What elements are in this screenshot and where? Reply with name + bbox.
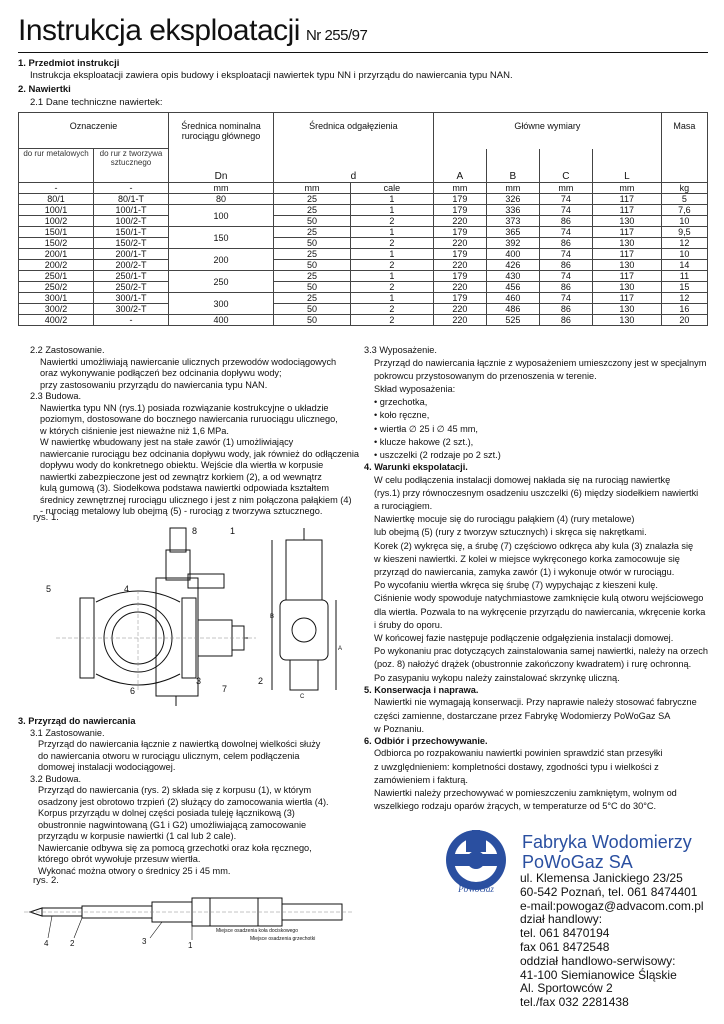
s33-line: • grzechotka, [374,397,428,408]
left-column [30,345,360,518]
address-line: tel. 061 8470194 [520,926,610,941]
address-line: e-mail:powogaz@advacom.com.pl [520,898,704,913]
table-cell: 117 [592,249,661,260]
unit-cell: - [94,183,169,194]
s23-line: nawiercanie rurociągu bez odcinania dopływu wody, jak również do odłączenia [40,448,360,459]
table-cell: 130 [592,238,661,249]
s4-line: i śruby do oporu. [374,619,443,630]
table-cell: 130 [592,260,661,271]
table-cell: 150/2-T [94,238,169,249]
th-masa-blank [661,149,707,183]
table-cell: 7,6 [661,205,707,216]
right-column [364,345,710,814]
table-cell: 86 [539,315,592,326]
address-line: 60-542 Poznań, tel. 061 8474401 [520,884,698,899]
table-cell: 74 [539,205,592,216]
table-cell: 300/1 [19,293,94,304]
table-cell: 426 [486,260,539,271]
table-cell: 1 [351,205,434,216]
table-cell: 2 [351,282,434,293]
unit-cell: mm [433,183,486,194]
table-cell: 12 [661,293,707,304]
table-cell: 220 [433,216,486,227]
table-cell: 74 [539,271,592,282]
fig2-label-2: 2 [70,939,75,948]
unit-cell: mm [169,183,274,194]
fig1-caption: rys. 1. [33,512,59,523]
fig1-label-5: 5 [46,584,52,594]
s3-heading: 3. Przyrząd do nawiercania [18,716,136,726]
table-cell: 80/1-T [94,194,169,205]
table-row [19,238,708,249]
table-cell: 74 [539,293,592,304]
table-cell: 400/2 [19,315,94,326]
s33-line: • koło ręczne, [374,410,430,421]
table-cell: 300/2-T [94,304,169,315]
s4-line: (poz. 8) nałożyć drążek (obustronnie zakończony kwadratem) i rurę ochronną. [374,659,692,670]
table-cell: 179 [433,194,486,205]
left-column-s3 [18,716,358,877]
address-line: oddział handlowo-serwisowy: [520,953,676,968]
table-cell: 80 [169,194,274,205]
s1-heading: 1. Przedmiot instrukcji [18,58,120,69]
table-cell: 486 [486,304,539,315]
table-cell: 20 [661,315,707,326]
table-cell: 400 [486,249,539,260]
table-cell: 179 [433,293,486,304]
table-cell: 336 [486,205,539,216]
s4-text [364,474,710,685]
s33-line: pokrowcu przystosowanym do przenoszenia w terenie. [374,370,597,381]
table-cell: 150/1 [19,227,94,238]
table-cell: 100/1-T [94,205,169,216]
s33-heading: 3.3 Wyposażenie. [364,345,437,355]
table-cell: 2 [351,315,434,326]
table-cell: 74 [539,227,592,238]
fig1-dim-a: A [338,646,343,652]
s2-heading: 2. Nawiertki [18,84,71,95]
s6-line: wszelkiego rodzaju oparów żrących, w temperaturze od 5°C do 30°C. [374,801,657,812]
table-row [19,271,708,282]
th-tworzywo: do rur z tworzywa sztucznego [94,149,169,183]
table-cell: 86 [539,238,592,249]
address-line: fax 061 8472548 [520,939,610,954]
s6-heading: 6. Odbiór i przechowywanie. [364,735,488,746]
table-cell: 430 [486,271,539,282]
powogaz-logo [436,826,518,898]
th-l: L [592,149,661,183]
table-cell: 460 [486,293,539,304]
company-name [522,832,692,872]
th-b: B [486,149,539,183]
s4-line: W celu podłączenia instalacji domowej nakłada się na rurociąg nawiertkę [374,474,671,485]
s31-text [18,739,358,774]
table-cell: 14 [661,260,707,271]
s2-sub: 2.1 Dane techniczne nawiertek: [30,97,163,108]
s32-line: Korpus przyrządu w dolnej części posiada tuleję łącznikową (3) [38,808,295,818]
table-cell: 25 [274,194,351,205]
s4-line: Nawiertkę mocuje się do rurociągu pałąkiem (4) (rury metalowe) [374,514,635,525]
table-cell: 10 [661,216,707,227]
table-cell: 86 [539,282,592,293]
table-cell: 220 [433,304,486,315]
table-cell: 117 [592,205,661,216]
table-cell: 86 [539,216,592,227]
address-line: Al. Sportowców 2 [520,981,613,996]
s4-line: a rurociągiem. [374,501,433,512]
table-cell: 11 [661,271,707,282]
fig1-label-3: 3 [196,676,202,686]
s23-line: kulą gumową (3). Siodełkowa podstawa nawiertki odpowiada kształtem [40,483,330,493]
s32-line: przyrządu w korpusie nawiertki (1 cal lub 2 cale). [38,831,237,841]
table-cell: 50 [274,216,351,227]
table-row [19,249,708,260]
s32-line: Nawiercanie odbywa się za pomocą grzechotki oraz koła ręcznego, [38,842,312,853]
table-cell: 50 [274,282,351,293]
s33-line: • uszczelki (2 rodzaje po 2 szt.) [374,449,501,460]
table-row [19,304,708,315]
s5-line: Nawiertki nie wymagają konserwacji. Przy naprawie należy stosować fabryczne [374,697,697,708]
table-cell: 74 [539,194,592,205]
s23-line: - rurociąg metalowy lub obejmą (5) - rurociąg z tworzywa sztucznego. [40,506,323,516]
fig1-label-4: 4 [124,584,130,594]
table-cell: 100/2 [19,216,94,227]
s22-line: przy zastosowaniu przyrządu do nawiercania typu NAN. [40,379,268,390]
table-cell: 179 [433,271,486,282]
table-cell: 25 [274,271,351,282]
fig2-label-3: 3 [142,937,147,946]
s23-heading: 2.3 Budowa. [30,391,82,401]
s4-line: (rys.1) przy równoczesnym osadzeniu uszczelki (6) między siodełkiem nawiertki [374,487,699,498]
table-cell: 1 [351,194,434,205]
table-cell: 50 [274,315,351,326]
table-cell: 326 [486,194,539,205]
table-cell: 130 [592,304,661,315]
table-cell: 74 [539,249,592,260]
table-cell: 392 [486,238,539,249]
table-cell: 25 [274,205,351,216]
table-cell: 117 [592,227,661,238]
s33-line: Skład wyposażenia: [374,383,456,394]
s32-line: którego obrót wywołuje przesuw wiertła. [38,854,201,864]
fig2-note-2: Miejsce osadzenia grzechotki [250,936,316,942]
s5-line: w Poznaniu. [374,723,425,734]
s4-heading: 4. Warunki ekspolatacji. [364,462,468,473]
table-cell: 1 [351,249,434,260]
s33-text [364,357,710,463]
unit-cell: cale [351,183,434,194]
table-cell: 250/2 [19,282,94,293]
table-cell: 12 [661,238,707,249]
table-cell: 15 [661,282,707,293]
s5-heading: 5. Konserwacja i naprawa. [364,684,479,695]
s23-line: nawiertki zabezpieczone jest od zewnątrz korkiem (2), a od wewnątrz [40,471,322,482]
s6-line: Odbiorca po rozpakowaniu nawiertki powinien sprawdzić stan przesyłki [374,748,663,759]
page-title: Instrukcja eksploatacji Nr 255/97 [18,14,368,47]
s4-line: dla wiertła. Pozwala to na wykręcenie przyrządu do nawiercania, wkręcenie korka [374,606,706,617]
table-cell: 25 [274,293,351,304]
s4-line: przyrząd do nawiercania, zamyka zawór (1) i wykonuje otwór w rurociągu. [374,567,675,578]
s31-line: Przyrząd do nawiercania łącznie z nawiertką dowolnej wielkości służy [38,739,321,749]
s4-line: w kieszeni nawiertki. Z kolei w miejsce wykręconego korka zamocowuje się [374,553,680,564]
table-row [19,315,708,326]
th-metal: do rur metalowych [19,149,94,183]
s22-line: Nawiertki umożliwiają nawiercanie ulicznych przewodów wodociągowych [40,356,337,367]
unit-cell: mm [539,183,592,194]
s23-line: w których ciśnienie jest nieważne niż 1,6 MPa. [40,425,229,436]
s6-text [364,747,710,813]
table-cell: 373 [486,216,539,227]
s6-line: z uwzględnieniem: kompletności dostawy, zgodności typu i wielkości z [374,761,659,772]
s4-line: Po wycofaniu wiertła wkręca się śrubę (7) wypychając z kieszeni kulę. [374,580,658,591]
table-cell: 1 [351,271,434,282]
fig2-label-4: 4 [44,939,49,948]
s23-line: dopływu wody do konkretnego obiektu. Wejście dla wiertła w korpusie [40,460,324,470]
table-cell: 86 [539,304,592,315]
table-cell: 300/2 [19,304,94,315]
unit-cell: mm [592,183,661,194]
table-row [19,293,708,304]
table-cell: 400 [169,315,274,326]
table-cell: 9,5 [661,227,707,238]
fig1-dim-b: B [270,614,275,620]
table-cell: 117 [592,293,661,304]
s22-text [30,357,360,392]
table-cell: 2 [351,260,434,271]
table-cell: 100/1 [19,205,94,216]
table-cell: 150/2 [19,238,94,249]
table-cell: 16 [661,304,707,315]
table-cell: 200/2 [19,260,94,271]
company-name-line2: PoWoGaz SA [522,852,633,872]
spec-table [18,112,708,326]
th-dn: Dn [169,149,274,183]
table-cell: 179 [433,249,486,260]
th-wymiary: Główne wymiary [433,113,661,149]
unit-cell: - [19,183,94,194]
table-cell: 150 [169,227,274,249]
table-row [19,227,708,238]
table-cell: 150/1-T [94,227,169,238]
s22-line: oraz wykonywanie podłączeń bez odcinania dopływu wody; [40,368,282,378]
s32-line: osadzony jest obrotowo trzpień (2) służący do zamocowania wiertła (4). [38,796,329,807]
fig1-drawing [36,520,348,708]
th-d: d [274,149,434,183]
table-cell: 300 [169,293,274,315]
s4-line: Ciśnienie wody spowoduje natychmiastowe zamknięcie kulą otworu wejściowego [374,593,704,604]
fig1-label-6: 6 [130,686,136,696]
th-srednica-nom: Średnica nominalna rurociągu głównego [169,113,274,149]
table-cell: 250 [169,271,274,293]
s31-line: do nawiercania otworu w rurociągu ulicznym, celem podłączenia [38,750,300,761]
address-line: tel./fax 032 2281438 [520,995,629,1010]
title-rule [18,52,708,53]
table-cell: 250/1-T [94,271,169,282]
th-oznaczenie: Oznaczenie [19,113,169,149]
s23-line: W nawiertkę wbudowany jest na stałe zawór (1) umożliwiający [40,437,294,447]
s4-line: Po zasypaniu wykopu należy zainstalować skrzynkę uliczną. [374,672,620,683]
table-cell: 2 [351,238,434,249]
s32-heading: 3.2 Budowa. [30,773,82,784]
s32-line: Przyrząd do nawiercania (rys. 2) składa się z korpusu (1), w którym [38,785,312,795]
table-cell: 117 [592,271,661,282]
s32-line: Wykonać można otwory o średnicy 25 i 45 mm. [38,865,231,876]
s6-line: Nawiertki należy przechowywać w pomieszczeniu zamkniętym, wolnym od [374,788,677,799]
s1-text: Instrukcja eksploatacji zawiera opis budowy i eksploatacji nawiertek typu NN i przyrządu do nawiercania typu NAN. [30,70,513,81]
s5-text [364,696,710,736]
fig1-dim-c: C [300,694,305,700]
table-cell: 25 [274,249,351,260]
table-cell: 50 [274,238,351,249]
s23-text [30,403,360,518]
unit-cell: kg [661,183,707,194]
s33-line: Przyrząd do nawiercania łącznie z wyposażeniem umieszczony jest w specjalnym [374,357,707,368]
table-cell: 1 [351,227,434,238]
fig1-label-1: 1 [230,526,236,536]
table-cell: 250/1 [19,271,94,282]
table-row [19,216,708,227]
logo-text: PoWoGaz [458,884,494,894]
table-cell: 86 [539,260,592,271]
fig2-caption: rys. 2. [33,875,59,886]
table-cell: 100 [169,205,274,227]
document-number: Nr 255/97 [305,27,368,44]
company-address [520,872,704,1010]
s23-line: Nawiertka typu NN (rys.1) posiada rozwiązanie kostrukcyjne o układzie [40,402,329,413]
table-cell: 117 [592,194,661,205]
table-cell: 220 [433,238,486,249]
s4-line: Korek (2) wykręca się, a śrubę (7) częściowo odkręca aby kula (3) znalazła się [374,540,694,551]
address-line: 41-100 Siemianowice Śląskie [520,967,677,982]
th-c: C [539,149,592,183]
s6-line: zamówieniem i fakturą. [374,774,468,785]
table-cell: 220 [433,260,486,271]
table-row [19,194,708,205]
fig2-drawing [22,882,358,954]
table-cell: 220 [433,282,486,293]
table-cell: 365 [486,227,539,238]
table-cell: 100/2-T [94,216,169,227]
s4-line: W końcowej fazie następuje podłączenie odgałęzienia instalacji domowej. [374,633,674,644]
table-cell: 50 [274,260,351,271]
s4-line: Po wykonaniu prac dotyczących zainstalowania samej nawiertki, należy na orzech [374,646,708,657]
s31-heading: 3.1 Zastosowanie. [30,727,105,738]
fig2-label-1: 1 [188,941,193,950]
table-cell: 179 [433,227,486,238]
s23-line: średnicy zewnętrznej rurociągu ulicznego i jest z nim połączona pałąkiem (4) [40,494,352,505]
table-cell: 2 [351,216,434,227]
table-cell: 525 [486,315,539,326]
s32-text [18,785,358,877]
th-masa: Masa [661,113,707,149]
table-cell: 456 [486,282,539,293]
table-cell: 200 [169,249,274,271]
table-cell: - [94,315,169,326]
fig1-label-2: 2 [258,676,264,686]
fig2-note-1: Miejsce osadzenia koła dociskowego [216,928,298,934]
table-cell: 80/1 [19,194,94,205]
table-cell: 25 [274,227,351,238]
table-cell: 1 [351,293,434,304]
table-cell: 300/1-T [94,293,169,304]
s32-line: obustronnie nagwintowaną (G1 i G2) umożliwiającą zamocowanie [38,819,307,830]
table-cell: 130 [592,216,661,227]
unit-cell: mm [274,183,351,194]
table-row [19,260,708,271]
table-row [19,282,708,293]
s33-line: • klucze hakowe (2 szt.), [374,436,474,447]
company-name-line1: Fabryka Wodomierzy [522,832,692,852]
table-cell: 5 [661,194,707,205]
s5-line: części zamienne, dostarczane przez Fabrykę Wodomierzy PoWoGaz SA [374,710,671,721]
fig1-label-7: 7 [222,684,228,694]
table-cell: 250/2-T [94,282,169,293]
th-srednica-odg: Średnica odgałęzienia [274,113,434,149]
table-cell: 200/1-T [94,249,169,260]
s22-heading: 2.2 Zastosowanie. [30,345,105,355]
table-cell: 220 [433,315,486,326]
address-line: dział handlowy: [520,912,603,927]
table-cell: 10 [661,249,707,260]
s4-line: lub obejmą (5) (rury z tworzyw sztucznych) i skręca się nakrętkami. [374,527,647,538]
s31-line: domowej instalacji wodociągowej. [38,762,176,772]
s23-line: poziomym, dostosowane do bocznego nawiercania ruruociągu ulicznego, [40,414,338,424]
unit-cell: mm [486,183,539,194]
table-cell: 200/2-T [94,260,169,271]
table-cell: 130 [592,315,661,326]
fig1-label-8: 8 [192,526,198,536]
s33-line: • wiertła ∅ 25 i ∅ 45 mm, [374,423,478,434]
table-row [19,205,708,216]
table-cell: 2 [351,304,434,315]
table-cell: 50 [274,304,351,315]
table-cell: 179 [433,205,486,216]
table-cell: 200/1 [19,249,94,260]
th-a: A [433,149,486,183]
address-line: ul. Klemensa Janickiego 23/25 [520,871,683,885]
table-cell: 130 [592,282,661,293]
